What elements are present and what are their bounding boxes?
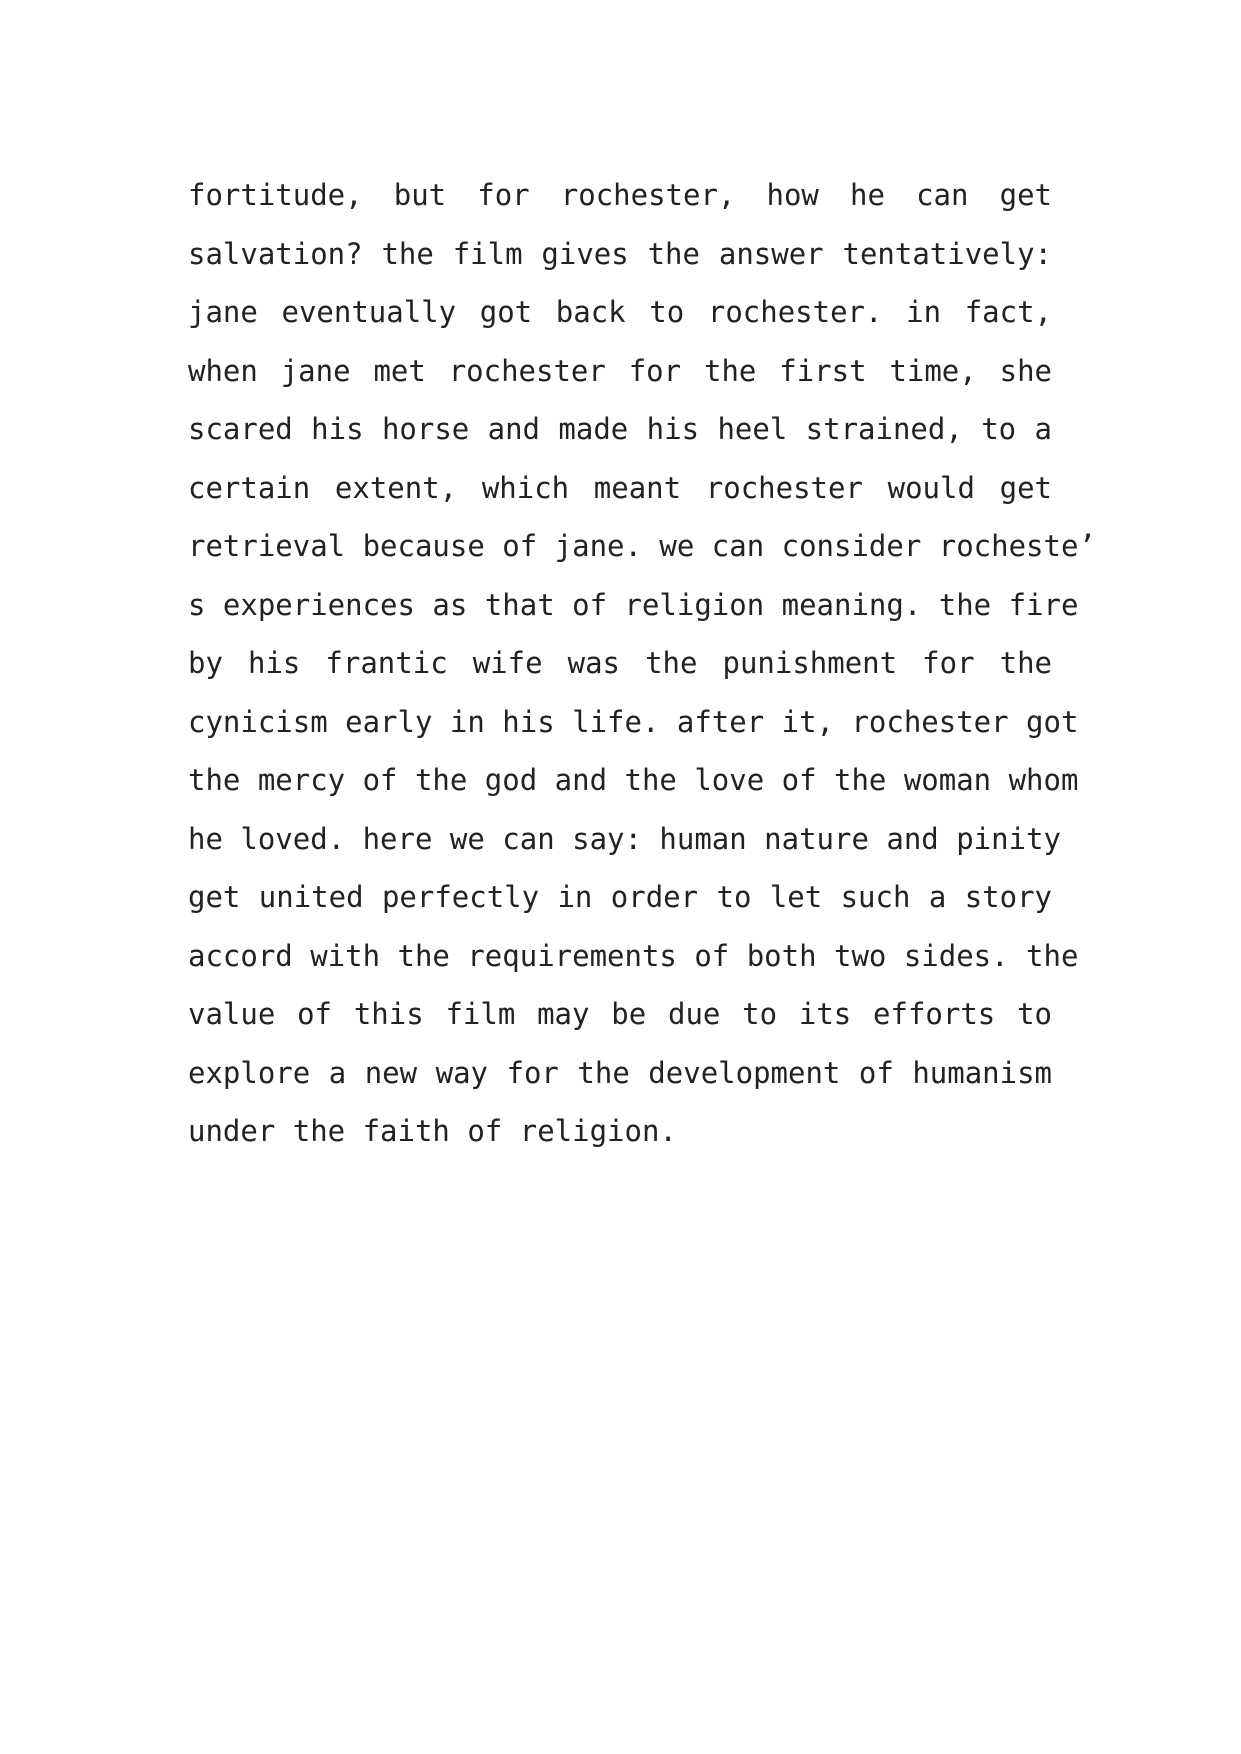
text-line: s experiences as that of religion meaning. the fire xyxy=(188,587,1079,622)
body-paragraph xyxy=(188,166,1096,1161)
text-line: accord with the requirements of both two sides. the xyxy=(188,938,1079,973)
text-line: explore a new way for the development of humanism xyxy=(188,1055,1052,1090)
text-line: value of this film may be due to its efforts to xyxy=(188,997,1052,1031)
text-line: under the faith of religion. xyxy=(188,1114,677,1148)
text-line: cynicism early in his life. after it, rochester got xyxy=(188,704,1079,739)
text-line: when jane met rochester for the first time, she xyxy=(188,353,1052,388)
text-line: he loved. here we can say: human nature and pinity xyxy=(188,821,1061,856)
text-line: scared his horse and made his heel strained, to a xyxy=(188,412,1052,446)
text-line: by his frantic wife was the punishment for the xyxy=(188,646,1052,680)
text-line: certain extent, which meant rochester would get xyxy=(188,470,1052,505)
text-line: the mercy of the god and the love of the woman whom xyxy=(188,763,1079,797)
text-line: jane eventually got back to rochester. in fact, xyxy=(188,295,1052,329)
text-line: fortitude, but for rochester, how he can get xyxy=(188,178,1052,212)
text-line: retrieval because of jane. we can consider rocheste’ xyxy=(188,529,1096,563)
text-line: salvation? the film gives the answer tentatively: xyxy=(188,236,1052,271)
text-line: get united perfectly in order to let such a story xyxy=(188,880,1052,914)
